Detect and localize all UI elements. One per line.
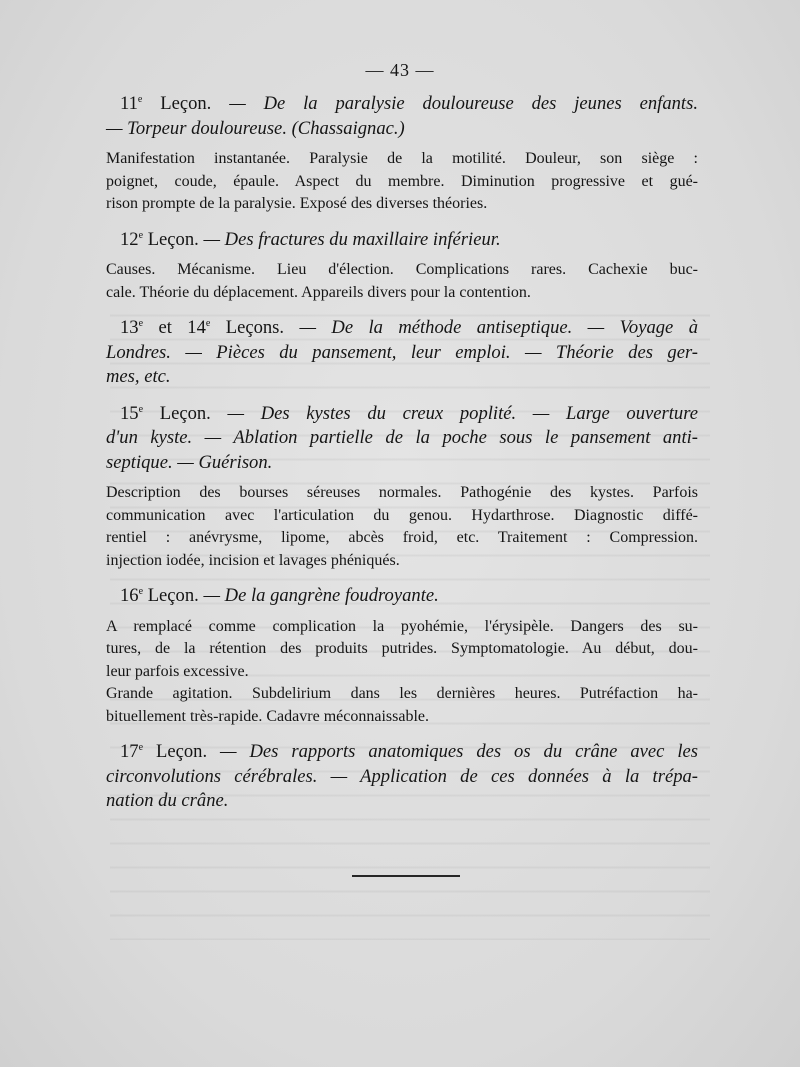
lesson-summary-15: Description des bourses séreuses normales. Pathogénie des kystes. Parfois communication avec l'articulation du genou. Hydarthrose. Diagnostic diffé- rentiel : anévrysme, lipome, abcès froid, etc. Traitement : Compression. injection iodée, incision et lavages phéniqués. xyxy=(106,484,698,569)
lesson-summary-11: Manifestation instantanée. Paralysie de la motilité. Douleur, son siège : poignet, coude, épaule. Aspect du membre. Diminution progressive et gué- rison prompte de la paralysie. Exposé des diverses théories. xyxy=(106,150,698,212)
lesson-heading-15: 15e Leçon. — Des kystes du creux poplité. — Large ouverture d'un kyste. — Ablation partielle de la poche sous le pansement anti- septique. — Guérison. xyxy=(106,402,698,473)
lesson-heading-17: 17e Leçon. — Des rapports anatomiques des os du crâne avec les circonvolutions cérébrales. — Application de ces données à la trépa- nation du crâne. xyxy=(106,741,698,811)
section-divider-rule xyxy=(352,875,460,877)
lesson-summary-16: A remplacé comme complication la pyohémie, l'érysipèle. Dangers des su- tures, de la rétention des produits putrides. Symptomatologie. Au début, dou- leur parfois excessive. xyxy=(106,617,698,680)
lesson-summary-12: Causes. Mécanisme. Lieu d'élection. Complications rares. Cachexie buc- cale. Théorie du déplacement. Appareils divers pour la contention. xyxy=(106,261,698,301)
lesson-heading-12: 12e Leçon. — Des fractures du maxillaire inférieur. xyxy=(120,228,501,250)
lesson-heading-13-14: 13e et 14e Leçons. — De la méthode antiseptique. — Voyage à Londres. — Pièces du pansement, leur emploi. — Théorie des ger- mes, etc. xyxy=(106,317,698,387)
lesson-heading-11: 11e Leçon. — De la paralysie douloureuse des jeunes enfants. — Torpeur douloureuse. (Chassaignac.) xyxy=(106,93,698,139)
lesson-list xyxy=(106,92,698,814)
lesson-heading-16: 16e Leçon. — De la gangrène foudroyante. xyxy=(120,585,439,606)
page-number: — 43 — xyxy=(365,60,435,80)
lesson-summary-16-continued: Grande agitation. Subdelirium dans les dernières heures. Putréfaction ha- bituellement très-rapide. Cadavre méconnaissable. xyxy=(106,685,698,725)
